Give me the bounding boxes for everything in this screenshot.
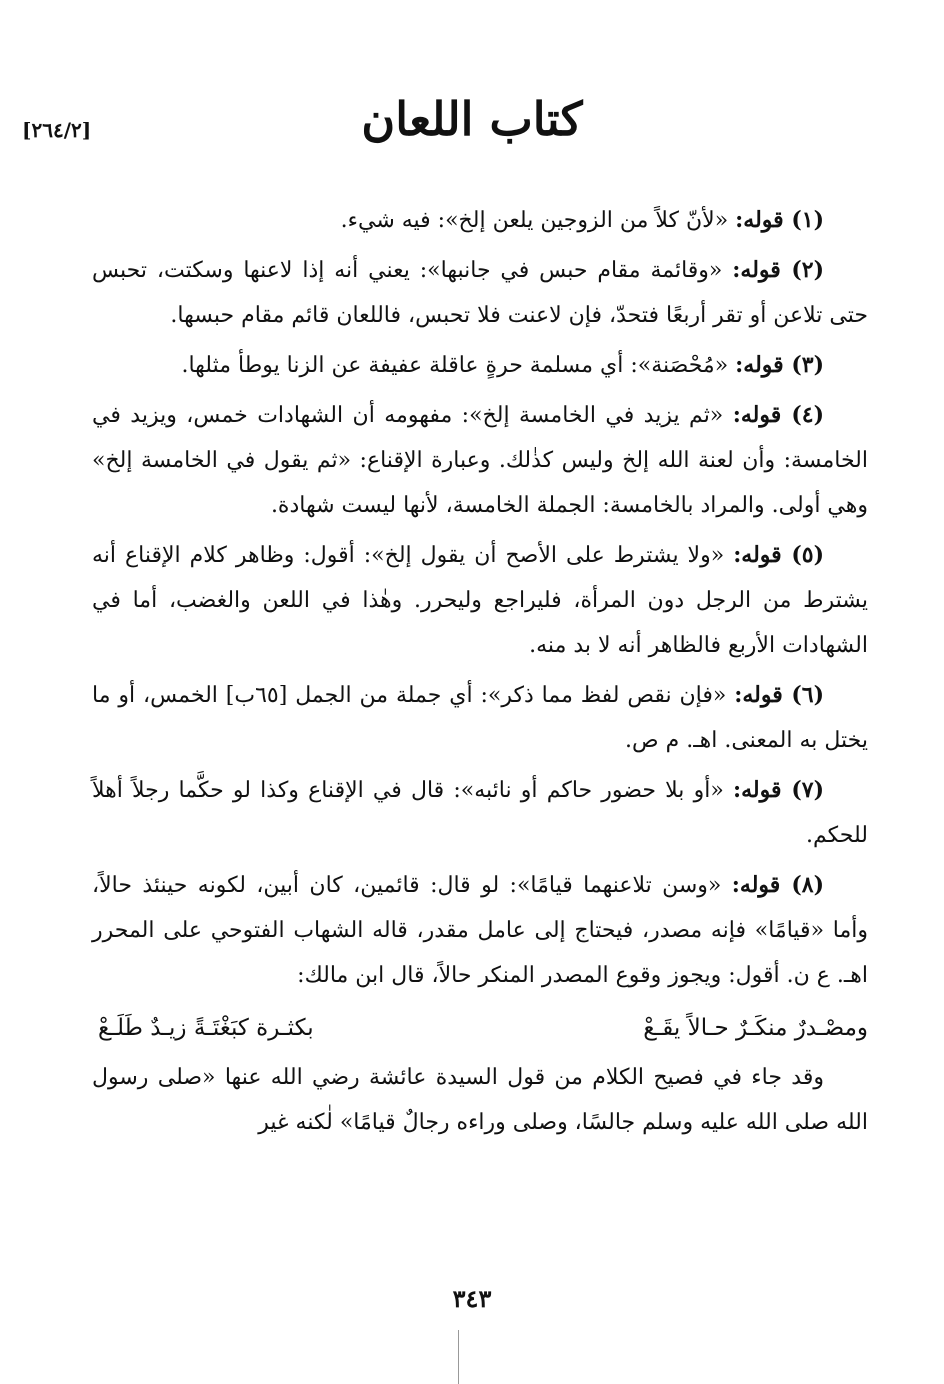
note-5 <box>92 533 868 668</box>
page-number: ٣٤٣ <box>452 1284 492 1313</box>
note-text: «ثم يزيد في الخامسة إلخ»: مفهومه أن الشهادات خمس، ويزيد في الخامسة: وأن لعنة الله إلخ وليس كذٰلك. وعبارة الإقناع: «ثم يقول في الخامسة إلخ» وهي أولى. والمراد بالخامسة: الجملة الخامسة، لأنها ليست شهادة. <box>92 403 868 518</box>
closing-paragraph: وقد جاء في فصيح الكلام من قول السيدة عائشة رضي الله عنها «صلى رسول الله صلى الله عليه وسلم جالسًا، وصلى وراءه رجالٌ قيامًا» لٰكنه غير <box>92 1065 868 1135</box>
note-3 <box>92 343 868 388</box>
note-label: (٥) قوله: <box>733 542 824 568</box>
note-8 <box>92 863 868 998</box>
note-label: (٣) قوله: <box>735 352 824 378</box>
note-1 <box>92 198 868 243</box>
poetry-verse <box>92 1006 868 1051</box>
verse-first-hemistich: ومصْـدرٌ منكَـرٌ حـالاً يقَـعْ <box>643 1015 868 1041</box>
note-6 <box>92 673 868 763</box>
note-label: (٨) قوله: <box>731 872 824 898</box>
note-2 <box>92 248 868 338</box>
page-body <box>92 198 868 1150</box>
note-label: (٤) قوله: <box>732 402 824 428</box>
note-label: (١) قوله: <box>735 207 824 233</box>
note-label: (٢) قوله: <box>732 257 824 283</box>
verse-second-hemistich: بكثـرة كبَغْتَـةً زيـدٌ طَلَـعْ <box>98 1015 314 1041</box>
note-text: «فإن نقص لفظ مما ذكر»: أي جملة من الجمل [٦٥ب] الخمس، أو ما يختل به المعنى. اهـ. م ص. <box>92 683 868 753</box>
page-reference: [٢٦٤/٢] <box>22 118 92 142</box>
binding-line <box>458 1330 459 1384</box>
page-header <box>22 92 864 162</box>
note-text: «ولا يشترط على الأصح أن يقول إلخ»: أقول: وظاهر كلام الإقناع أنه يشترط من الرجل دون المرأة، فليراجع وليحرر. وهٰذا في اللعن والغضب، أما في الشهادات الأربع فالظاهر أنه لا بد منه. <box>92 543 868 658</box>
note-label: (٧) قوله: <box>732 777 824 803</box>
note-4 <box>92 393 868 528</box>
note-text: «وسن تلاعنهما قيامًا»: لو قال: قائمين، كان أبين، لكونه حينئذ حالاً، وأما «قيامًا» فإنه مصدر، فيحتاج إلى عامل مقدر، قاله الشهاب الفتوحي على المحرر اهـ. ع ن. أقول: ويجوز وقوع المصدر المنكر حالاً، قال ابن مالك: <box>92 873 868 988</box>
note-text: «وقائمة مقام حبس في جانبها»: يعني أنه إذا لاعنها وسكتت، تحبس حتى تلاعن أو تقر أربعًا فتحدّ، فإن لاعنت فلا تحبس، فاللعان قائم مقام حبسها. <box>92 258 868 328</box>
note-7 <box>92 768 868 858</box>
note-label: (٦) قوله: <box>734 682 824 708</box>
note-text: «مُحْصَنة»: أي مسلمة حرةٍ عاقلة عفيفة عن الزنا يوطأ مثلها. <box>181 353 736 378</box>
note-text: «لأنّ كلاً من الزوجين يلعن إلخ»: فيه شيء. <box>340 208 736 233</box>
note-text: «أو بلا حضور حاكم أو نائبه»: قال في الإقناع وكذا لو حكَّما رجلاً أهلاً للحكم. <box>92 778 868 848</box>
chapter-title: كتاب اللعان <box>361 92 583 146</box>
